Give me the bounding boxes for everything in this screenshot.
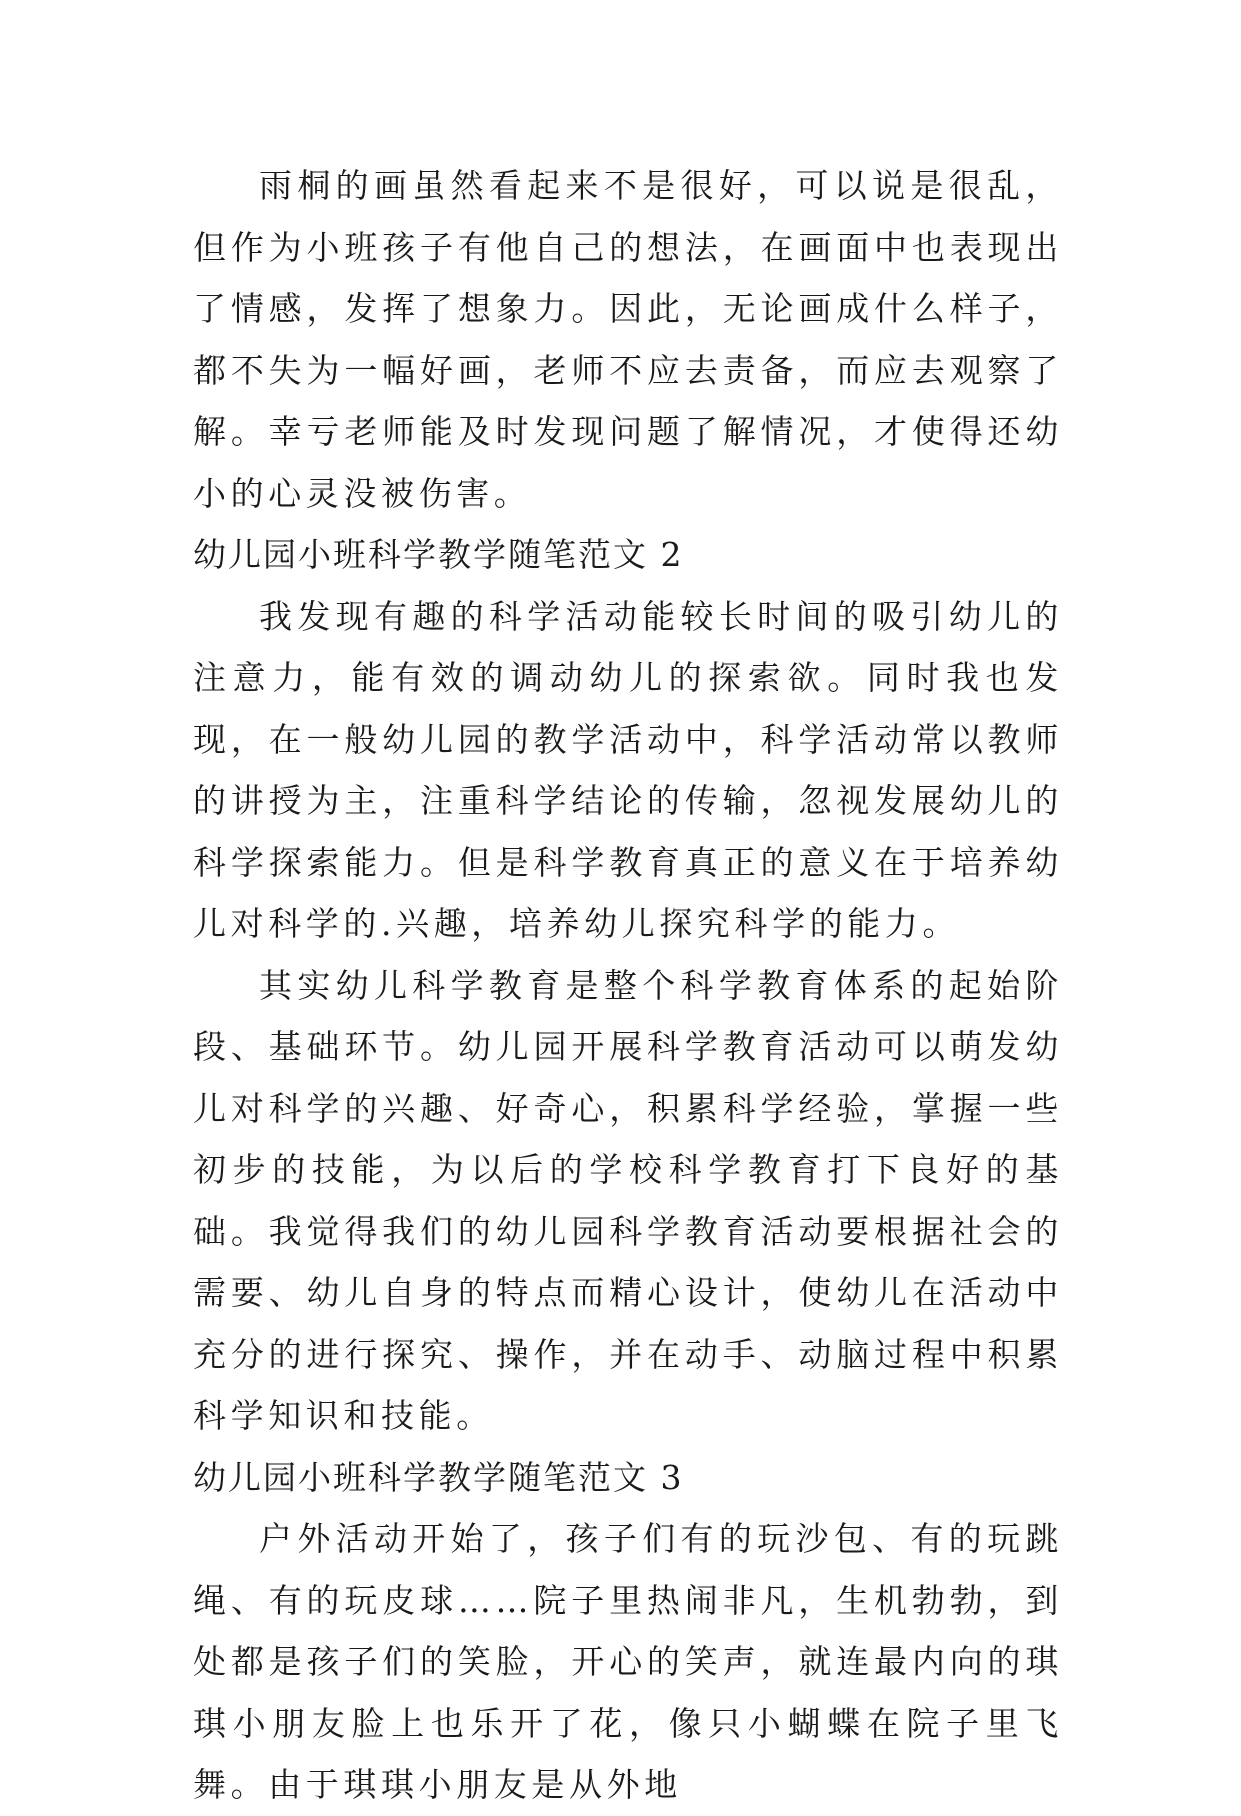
paragraph-science-interest: 我发现有趣的科学活动能较长时间的吸引幼儿的注意力，能有效的调动幼儿的探索欲。同时我也发现，在一般幼儿园的教学活动中，科学活动常以教师的讲授为主，注重科学结论的传输，忽视发展幼儿的科学探索能力。但是科学教育真正的意义在于培养幼儿对科学的.兴趣，培养幼儿探究科学的能力。 (193, 596, 1063, 943)
paragraph-drawing-reflection: 雨桐的画虽然看起来不是很好，可以说是很乱，但作为小班孩子有他自己的想法，在画面中也表现出了情感，发挥了想象力。因此，无论画成什么样子，都不失为一幅好画，老师不应去责备，而应去观察了解。幸亏老师能及时发现问题了解情况，才使得还幼小的心灵没被伤害。 (193, 166, 1063, 513)
document-page (193, 155, 1063, 1816)
section-heading-2: 幼儿园小班科学教学随笔范文 2 (193, 535, 684, 574)
section-heading-3: 幼儿园小班科学教学随笔范文 3 (193, 1457, 684, 1497)
paragraph-science-education: 其实幼儿科学教育是整个科学教育体系的起始阶段、基础环节。幼儿园开展科学教育活动可以萌发幼儿对科学的兴趣、好奇心，积累科学经验，掌握一些初步的技能，为以后的学校科学教育打下良好的基础。我觉得我们的幼儿园科学教育活动要根据社会的需要、幼儿自身的特点而精心设计，使幼儿在活动中充分的进行探究、操作，并在动手、动脑过程中积累科学知识和技能。 (193, 965, 1063, 1435)
paragraph-outdoor-activity: 户外活动开始了，孩子们有的玩沙包、有的玩跳绳、有的玩皮球……院子里热闹非凡，生机勃勃，到处都是孩子们的笑脸，开心的笑声，就连最内向的琪琪小朋友脸上也乐开了花，像只小蝴蝶在院子里飞舞。由于琪琪小朋友是从外地 (193, 1519, 1063, 1804)
